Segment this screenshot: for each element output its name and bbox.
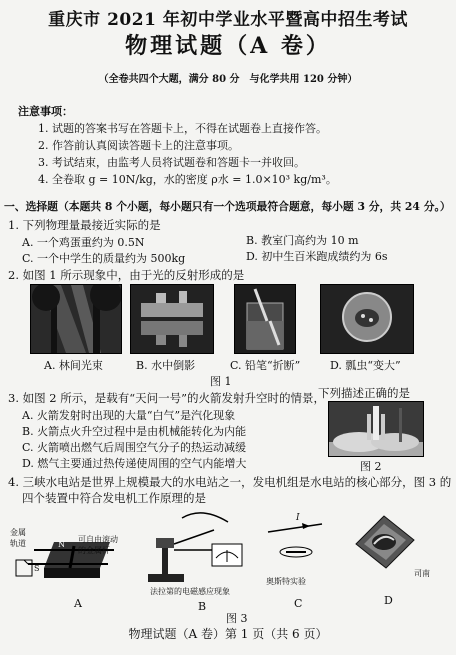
section-heading: 一、选择题（本题共 8 个小题，每小题只有一个选项最符合题意，每小题 3 分，共 24 分。） xyxy=(4,200,451,213)
current-i-label: I xyxy=(296,513,300,523)
notice-item: 4. 全卷取 g = 10N/kg，水的密度 ρ水 = 1.0×10³ kg/m³。 xyxy=(38,173,337,186)
figure-1-label: 图 1 xyxy=(210,375,232,388)
magnet-south-label: S xyxy=(34,564,40,573)
magnet-north-label: N xyxy=(58,540,65,549)
notice-heading: 注意事项： xyxy=(18,105,73,118)
q1-option-b: B. 教室门高约为 10 m xyxy=(246,234,359,247)
fig3-d-caption: 司南 xyxy=(414,569,430,578)
rocket-launch-photo xyxy=(328,401,424,457)
fig3-c-caption: 奥斯特实验 xyxy=(266,577,306,586)
pencil-glass-photo xyxy=(234,284,296,354)
fig1-caption-c: C. 铅笔“折断” xyxy=(230,359,301,372)
oersted-experiment xyxy=(262,514,332,574)
fig3-letter-c: C xyxy=(294,597,303,610)
fig3-letter-d: D xyxy=(384,594,393,607)
q1-option-a: A. 一个鸡蛋重约为 0.5N xyxy=(22,236,145,249)
fig1-caption-d: D. 瓢虫“变大” xyxy=(330,359,401,372)
fig3-b-caption: 法拉第的电磁感应现象 xyxy=(150,587,230,596)
ladybug-magnify-photo xyxy=(320,284,414,354)
question-4-line1: 4. 三峡水电站是世界上规模最大的水电站之一，发电机组是水电站的核心部分，图 3 的 xyxy=(8,475,452,489)
fig1-caption-a: A. 林间光束 xyxy=(44,359,103,372)
notice-item: 3. 考试结束，由监考人员将试题卷和答题卡一并收回。 xyxy=(38,156,305,169)
q1-option-d: D. 初中生百米跑成绩约为 6s xyxy=(246,250,388,263)
notice-item: 2. 作答前认真阅读答题卡上的注意事项。 xyxy=(38,139,239,152)
q3-option-a: A. 火箭发射时出现的大量“白气”是汽化现象 xyxy=(22,409,236,422)
q3-option-d: D. 燃气主要通过热传递使周围的空气内能增大 xyxy=(22,457,247,470)
q3-option-c: C. 火箭喷出燃气后周围空气分子的热运动减缓 xyxy=(22,441,247,454)
question-3-stem: 3. 如图 2 所示，是载有“天问一号”的火箭发射升空时的情景， xyxy=(8,391,326,405)
question-3-stem-tail: 下列描述正确的是 xyxy=(318,386,410,400)
q1-option-c: C. 一个中学生的质量约为 500kg xyxy=(22,252,186,265)
sinan-compass xyxy=(346,510,422,572)
fig1-caption-b: B. 水中倒影 xyxy=(136,359,196,372)
page-footer: 物理试题（A 卷）第 1 页（共 6 页） xyxy=(128,627,328,641)
figure-2-label: 图 2 xyxy=(360,460,382,473)
notice-item: 1. 试题的答案书写在答题卡上，不得在试题卷上直接作答。 xyxy=(38,122,327,135)
question-4-line2: 四个装置中符合发电机工作原理的是 xyxy=(22,491,206,505)
figure-3-label: 图 3 xyxy=(226,612,248,625)
question-2-stem: 2. 如图 1 所示现象中，由于光的反射形成的是 xyxy=(8,268,245,282)
q3-option-b: B. 火箭点火升空过程中是由机械能转化为内能 xyxy=(22,425,247,438)
exam-note: （全卷共四个大题，满分 80 分 与化学共用 120 分钟） xyxy=(98,74,358,85)
fig3-a-label-rod: 的金属杆 xyxy=(78,546,110,555)
exam-title: 重庆市 2021 年初中学业水平暨高中招生考试 xyxy=(48,10,408,30)
question-1-stem: 1. 下列物理量最接近实际的是 xyxy=(8,218,161,232)
fig3-a-label-rail: 轨道 xyxy=(10,539,26,548)
fig3-letter-b: B xyxy=(198,600,207,613)
forest-light-photo xyxy=(30,284,122,354)
faraday-apparatus xyxy=(142,508,252,588)
fig3-a-label-metal: 金属 xyxy=(10,528,26,537)
fig3-a-label-rolling: 可自由滚动 xyxy=(78,535,118,544)
water-reflection-photo xyxy=(130,284,214,354)
fig3-letter-a: A xyxy=(74,597,82,610)
paper-subtitle: 物理试题（A 卷） xyxy=(125,33,331,59)
